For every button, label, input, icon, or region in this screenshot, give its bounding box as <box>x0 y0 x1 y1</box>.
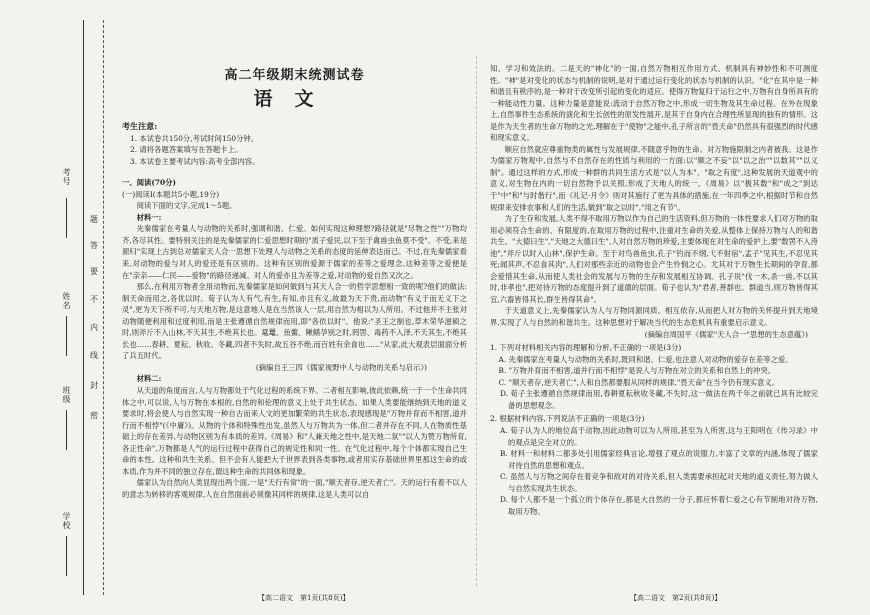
question-1-stem: 1. 下列对材料相关内容的理解和分析,不正确的一项是(3分) <box>490 343 682 353</box>
seal-char: 内 <box>90 323 98 332</box>
question-2-option: D. 每个人都不是一个孤立的个体存在,都是大自然的一分子,都应怀着仁爱之心有节制地对待万物,取用万物。 <box>500 495 818 516</box>
page-footer-right: 【高二语文 第2页(共8页)】 <box>630 594 722 602</box>
label-school: 学校 <box>62 512 71 530</box>
material-2-label: 材料二: <box>136 374 162 384</box>
seal-char: 密 <box>90 411 98 420</box>
seal-line <box>103 20 104 595</box>
question-2-option: B. 材料一和材料二都多处引用儒家经典言论,增强了观点的说服力,丰富了文章的内涵,体现了儒家对待自然的思想和观点。 <box>500 449 818 470</box>
left-page <box>122 58 467 501</box>
notice-list <box>122 133 467 168</box>
seal-char: 题 <box>90 215 98 224</box>
exam-number-blank <box>66 198 67 238</box>
question-2-option: A. 荀子认为人的地位高于动物,因此动物可以为人所用,甚至为人所害,这与王阳明在《传习录》中的观点是完全对立的。 <box>500 425 818 447</box>
question-2-option: C. 虽然人与万物之间存在着竞争和敌对的对待关系,但人类需要承担起对天地的道义责任,努力做人与自然实现共生状态。 <box>500 472 818 493</box>
page-divider <box>476 56 477 586</box>
exam-title: 高二年级期末统测试卷 <box>224 68 365 83</box>
notice-item: 3. 本试卷主要考试内容:高考全部内容。 <box>130 156 260 166</box>
school-blank <box>66 536 67 576</box>
material-2-paragraph: 为了生存和发展,人类不得不取用万物以作为自己的生活资料,但万物的一体性要求人们对万物的取用必须符合生命的、有限度的,在取用万物的过程中,注重对生命的关爱,从整体上保持万物与人的和谐共生。"大德曰生","天地之大德曰生",人对自然万物的珍爱,主要体现在对生命的爱护上,要"数罟不入洿池","斧斤以时入山林",保护生命。至于对鸟兽鱼虫,孔子"钓而不纲,弋不射宿",孟子"见其生,不忍见其死;闻其声,不忍食其肉",人们对那些亲近的动物也会产生怜悯之心。尤其对于万物生长期间的孕育,都会爱惜其生命,从而使人类社会的发展与万物的生存和发展相互协调。孔子说"伐一木,杀一兽,不以其时,非孝也",把对待万物的态度提升到了道德的层面。荀子也认为"君者,善群也。群道当,则万物皆得其宜,六畜皆得其长,群生皆得其命"。 <box>490 214 818 304</box>
question-1-option: A. 先秦儒家在考量人与动物的关系时,既同和谐、仁爱,也注意人对动物的爱存在差等之爱。 <box>498 354 793 364</box>
binding-line <box>83 20 84 595</box>
material-2-paragraph: 儒家认为自然向人类显现出两个面,一是"天行有常"的一面,"顺天者存,逆天者亡"。天的运行有着不以人的意志为转移的客观规律,人在自然面前必须像其同样的规律,这是人类可以自 <box>122 478 467 499</box>
notice-item: 1. 本试卷共150分,考试时间150分钟。 <box>130 133 259 143</box>
seal-char: 答 <box>90 241 98 250</box>
material-1-paragraph: 先秦儒家在考量人与动物的关系时,强调和谐、仁爱。如何实现这种理想?路径就是"尽物之性""万物均齐,各尽其性。要特别关注的是先秦儒家的仁爱思想时期的"质子爱民,以下至于禽兽虫鱼莫不受"。不受,来是源归"实现上古到总对儒家天人合一思想下处理人与动物之关系的态度的延伸表达而己。不过,在先秦儒家看来,对动物的爱与对人的爱还是有区别的。这种有区别的爱源于儒家的差等之爱理念,这种差等之爱便是在"亲亲——仁民——爱物"的路径递减。对人的爱亦且为差等之爱,对动物的爱自然又次之。 <box>122 224 467 280</box>
material-1-source: (摘编自王三四《儒家视野中人与动物的关系与启示》) <box>255 362 427 372</box>
right-page <box>490 63 818 517</box>
section-heading: 一、阅读(70分) <box>122 178 176 188</box>
material-2-source: (摘编自周国平《儒家"天人合一"思想的生态意蕴》) <box>644 329 808 339</box>
reading-instruction: 阅读下面的文字,完成1～5题。 <box>136 201 237 211</box>
material-2-paragraph: 于天道意义上,先秦儒家认为人与万物同源同质、相互依存,从而把人对万物的关怀提升到天地境界,实现了人与自然的和谐共生。这种思想对于解决当代的生态危机具有重要启示意义。 <box>490 306 818 328</box>
label-exam-number: 考号 <box>62 168 71 186</box>
material-2-paragraph: 从天道的角度而言,人与万物都处于气化过程的系统下界。二者相互影响,彼此依赖,统一于一个生命共同体之中,可以说,人与万物在本根的,自然的和伦理的意义上处于共生状态。如果人类要能继纳到天地的道义要求时,将会使人与自然实现一种自古而来人文的更加繁荣的共生状态,表现感现是"万物并育而不相害,道并行而不相悖"(《中庸》)。从物的个体和特殊性出发,虽然人与万物共为一体,但二者并存在不同,人在物质性基础上的存在差异,与动物区别为有本质的差异,《周易》和"人兼天地之性中,是天地二氛""以人为赞万物所育,各正性命",万物都是人气的运行过程中获得自己的规定性和同一性。在气化过程中,每个个体都实现自己生命的本性。这种和共生关系、但不会有人能把大千世界表到各类事物,或者用实存基础世界里那这生命的或本质,作为并不同的独立存在,谓这种生命的共同体和现象。 <box>122 386 467 476</box>
class-blank <box>66 410 67 450</box>
binding-margin <box>0 0 112 615</box>
material-1-label: 材料一: <box>136 212 162 222</box>
notice-heading: 考生注意: <box>122 121 158 131</box>
seal-char: 线 <box>90 351 98 360</box>
question-1-option: D. 荀子主张遵循自然规律而用,春耕夏耘秋收冬藏,不失时,这一做法在两千年之前就已具有比较完备的思想观念。 <box>500 389 818 410</box>
notice-item: 2. 请将各题答案填写在答题卡上。 <box>130 145 243 155</box>
seal-char: 不 <box>90 295 98 304</box>
material-1-paragraph: 那么,在利用万物者全用动物而,先秦儒家是如何做到与其天人合一的哲学思想相一致的呢?他们的做法:制天命而用之,各优以时。荀子认为人有气,有生,有知,亦且有义,故最为天下贵,而动物"有义于而无义下之灵",更为天下所不可,与天地万物,是这意地人是在当然该人一层,用自然为相以为人所用。不过他并不主张对动物随便利用和过度利用,而是主张遵循自然规律而用,即"各依以时"。他说:"圣王之制也,草木荣华滋硕之时,则斧斤不入山林,不夭其生,不绝其长也。鼋鼍、鱼鳖、鳅鳝孕别之时,罔罟、毒药不入泽,不夭其生,不绝其长也……春耕、夏耘、秋收、冬藏,四者不失时,故五谷不绝,而百姓有余食也……"从家,此大观表层面面分析了兵五时代。 <box>122 282 467 361</box>
label-name: 姓名 <box>62 292 71 310</box>
question-1-option: B. "万物并育而不相害,道并行而不相悖"是说人与万物在对立的关系和自然上的冲突。 <box>498 366 776 376</box>
question-2-stem: 2. 根据材料内容,下列说法不正确的一项是(3分) <box>490 414 645 424</box>
material-2-paragraph: 顺应自然就应尊重物类的属性与发展规律,不随意乎物的生命。对万物施限制之内者被我。这是作为儒家万物观中,自然与不自然存在的性质与利用的一方面:以"顺之不妄"以"以之治""以数其""以义制"。通过这样的方式,形成一种群的共同生活方式是"以人为本"、"取之有度",这种发展的天道观中的意义,对生物在内的一切自然物予以关照,形成了天地人的统一。《周易》以"极其数"和"成之"到达于"中"和"与时偕行",而《礼记·月令》则对其施行了更为具体的措施,在一年四季之中,根据时节和自然规律来安排农事和人们的生活,做到"取之以时","用之有节"。 <box>490 144 818 212</box>
name-blank <box>66 316 67 356</box>
seal-char: 封 <box>90 381 98 390</box>
exam-subject: 语文 <box>253 88 336 110</box>
page-footer-left: 【高二语文 第1页(共8页)】 <box>258 594 350 602</box>
seal-char: 要 <box>90 267 98 276</box>
subsection-heading: (一)阅读Ⅰ(本题共5小题,19分) <box>122 189 220 199</box>
label-class: 班级 <box>62 386 71 404</box>
question-1-option: C. "顺天者存,逆天者亡",人和自然都要服从同样的规律,"畏天命"在当今仍有现实意义。 <box>498 377 780 387</box>
material-2-continued: 知、学习和效法的。二是天的"神化"的一面,自然万物相互作用方式、机制具有神妙性和不可测度性。"神"是对变化的状态与机制的说明,是对于通过运行变化的状态与机制的认识。"化"在其中是一种和谐且有秩序的,是一种对于改变所引起的变化的适应。使得万物复归于运行之中,万物有自身所具有的一种能动性力量。这种力量是意能说:流动于自然万物之中,形成一切生物及其生命过程。在外在现象上,自然事件生态系统的演化和生长创性的原发性展开,是其于自身内在合理性所显现的独有的情形。这是作为天生者的生命万物的之光,理解在于"使物"之能中,孔子所言的"畏天命"仍然具有很强烈的时代感和现实意义。 <box>490 64 818 143</box>
